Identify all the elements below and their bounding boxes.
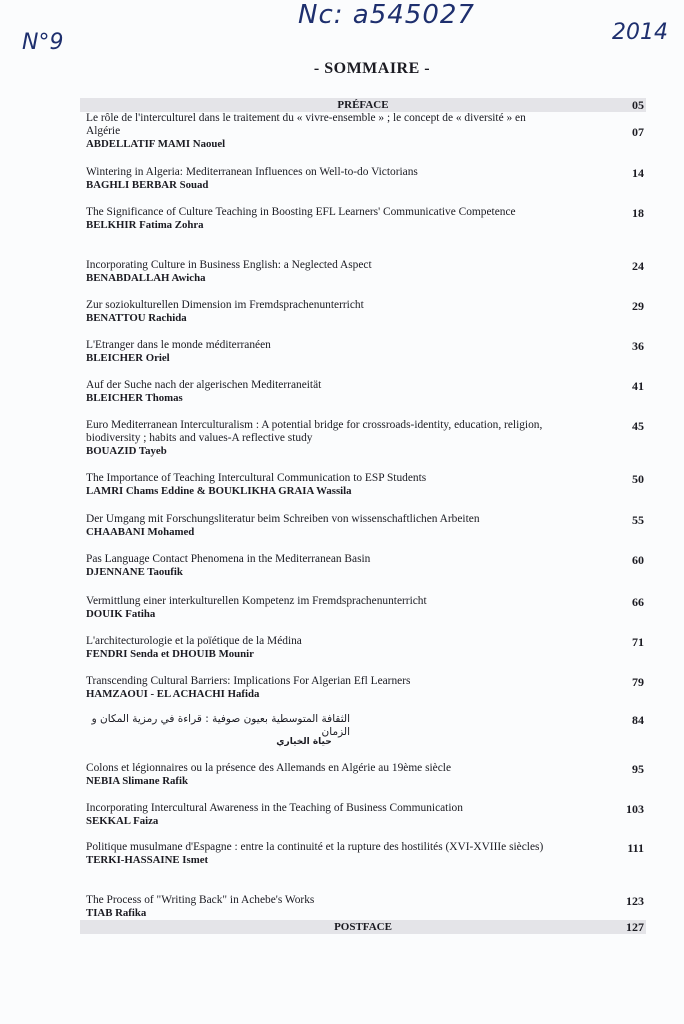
toc-entry[interactable]: [86, 553, 646, 579]
toc-entry[interactable]: [86, 675, 646, 701]
entry-title: الثقافة المتوسطية بعيون صوفية : قراءة في رمزية المكان و الزمان: [91, 713, 350, 738]
entry-page: 14: [632, 166, 644, 180]
postface-page: 127: [626, 920, 644, 934]
postface-label: POSTFACE: [334, 921, 392, 933]
entry-title: Zur soziokulturellen Dimension im Fremdsprachenunterricht: [86, 299, 364, 311]
toc-entry[interactable]: [86, 472, 646, 498]
toc-entry[interactable]: [86, 166, 646, 192]
entry-title: Pas Language Contact Phenomena in the Mediterranean Basin: [86, 553, 371, 565]
entry-title: Wintering in Algeria: Mediterranean Influences on Well-to-do Victorians: [86, 166, 418, 178]
entry-title: Vermittlung einer interkulturellen Kompetenz im Fremdsprachenunterricht: [86, 595, 427, 607]
entry-page: 07: [632, 125, 644, 139]
entry-page: 24: [632, 259, 644, 273]
entry-author: HAMZAOUI - EL ACHACHI Hafida: [86, 688, 260, 700]
entry-page: 41: [632, 379, 644, 393]
entry-page: 103: [626, 802, 644, 816]
entry-page: 123: [626, 894, 644, 908]
entry-author: BOUAZID Tayeb: [86, 445, 167, 457]
entry-author: حياة الخياري: [276, 737, 332, 747]
toc-entry[interactable]: [86, 379, 646, 405]
entry-page: 84: [632, 713, 644, 727]
entry-page: 45: [632, 419, 644, 433]
toc-entry[interactable]: [86, 894, 646, 920]
toc-entry-arabic[interactable]: [86, 713, 646, 747]
entry-author: BLEICHER Oriel: [86, 352, 170, 364]
toc-entry[interactable]: [86, 112, 646, 151]
toc-entry[interactable]: [86, 259, 646, 285]
handwritten-issue-number: N°9: [22, 30, 64, 55]
entry-title: Transcending Cultural Barriers: Implications For Algerian Efl Learners: [86, 675, 411, 687]
entry-title: L'Etranger dans le monde méditerranéen: [86, 339, 271, 351]
handwritten-year: 2014: [612, 20, 668, 45]
handwritten-reference-number: Nc: a545027: [298, 0, 475, 30]
entry-author: TERKI-HASSAINE Ismet: [86, 854, 209, 866]
toc-entry[interactable]: [86, 299, 646, 325]
entry-page: 29: [632, 299, 644, 313]
postface-entry[interactable]: [80, 920, 646, 934]
toc-entry[interactable]: [86, 762, 646, 788]
entry-title: Incorporating Intercultural Awareness in the Teaching of Business Communication: [86, 802, 463, 814]
entry-page: 71: [632, 635, 644, 649]
entry-title: L'architecturologie et la poïétique de la Médina: [86, 635, 302, 647]
entry-title: Der Umgang mit Forschungsliteratur beim Schreiben von wissenschaftlichen Arbeiten: [86, 513, 480, 525]
entry-author: ABDELLATIF MAMI Naouel: [86, 138, 226, 150]
preface-entry[interactable]: [80, 98, 646, 112]
entry-author: BELKHIR Fatima Zohra: [86, 219, 204, 231]
entry-page: 36: [632, 339, 644, 353]
entry-author: BENABDALLAH Awicha: [86, 272, 206, 284]
entry-author: BAGHLI BERBAR Souad: [86, 179, 209, 191]
entry-author: DJENNANE Taoufik: [86, 566, 183, 578]
toc-entry[interactable]: [86, 595, 646, 621]
page-title: - SOMMAIRE -: [313, 60, 431, 77]
toc-entry[interactable]: [86, 339, 646, 365]
entry-page: 66: [632, 595, 644, 609]
entry-title: The Process of "Writing Back" in Achebe's Works: [86, 894, 315, 906]
entry-author: TIAB Rafika: [86, 907, 147, 919]
toc-entry[interactable]: [86, 419, 646, 458]
preface-label: PRÉFACE: [337, 99, 389, 111]
entry-page: 79: [632, 675, 644, 689]
toc-entry[interactable]: [86, 841, 646, 867]
entry-title: Colons et légionnaires ou la présence des Allemands en Algérie au 19ème siècle: [86, 762, 452, 774]
entry-title: Incorporating Culture in Business English: a Neglected Aspect: [86, 259, 372, 271]
toc-entry[interactable]: [86, 802, 646, 828]
entry-author: BENATTOU Rachida: [86, 312, 187, 324]
toc-entry[interactable]: [86, 513, 646, 539]
entry-title: The Significance of Culture Teaching in Boosting EFL Learners' Communicative Competence: [86, 206, 516, 218]
entry-title: Auf der Suche nach der algerischen Mediterraneität: [86, 379, 322, 391]
entry-author: NEBIA Slimane Rafik: [86, 775, 188, 787]
entry-page: 50: [632, 472, 644, 486]
toc-entry[interactable]: [86, 206, 646, 232]
entry-author: DOUIK Fatiha: [86, 608, 156, 620]
entry-page: 111: [627, 841, 644, 855]
entry-title: Politique musulmane d'Espagne : entre la continuité et la rupture des hostilités (XVI-XVIIIe siècles): [86, 841, 544, 853]
entry-author: SEKKAL Faiza: [86, 815, 159, 827]
entry-page: 60: [632, 553, 644, 567]
entry-title: The Importance of Teaching Intercultural Communication to ESP Students: [86, 472, 427, 484]
entry-author: FENDRI Senda et DHOUIB Mounir: [86, 648, 254, 660]
entry-author: BLEICHER Thomas: [86, 392, 183, 404]
entry-title: Euro Mediterranean Interculturalism : A potential bridge for crossroads-identity, education, religion, biodiversity ; habits and values-A reflective study: [86, 419, 543, 444]
entry-page: 18: [632, 206, 644, 220]
toc-entry[interactable]: [86, 635, 646, 661]
preface-page: 05: [632, 98, 644, 112]
entry-author: CHAABANI Mohamed: [86, 526, 195, 538]
entry-page: 55: [632, 513, 644, 527]
entry-author: LAMRI Chams Eddine & BOUKLIKHA GRAIA Wassila: [86, 485, 352, 497]
entry-title: Le rôle de l'interculturel dans le traitement du « vivre-ensemble » ; le concept de « diversité » en Algérie: [86, 112, 526, 137]
entry-page: 95: [632, 762, 644, 776]
